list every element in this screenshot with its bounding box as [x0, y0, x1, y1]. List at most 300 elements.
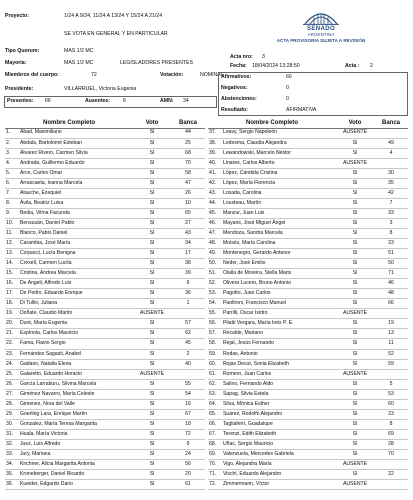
legislator-name: Neder, José Emilio: [222, 259, 336, 269]
abstenciones-label: Abstenciones:: [221, 96, 257, 102]
row-number: 25.: [5, 369, 19, 379]
seat-number: 11: [374, 339, 408, 349]
legislator-name: Moisés, María Carolina: [222, 239, 336, 249]
row-number: 72.: [208, 480, 222, 490]
table-row: [5, 450, 205, 460]
row-number: 14.: [5, 259, 19, 269]
vote-value: SI: [133, 470, 171, 480]
seat-number: 67: [171, 409, 205, 419]
row-number: 23.: [5, 349, 19, 359]
legislator-name: Gonzalez, María Teresa Margarita: [19, 419, 133, 429]
table-row: [5, 279, 205, 289]
senado-dome-icon: [301, 7, 341, 25]
vote-value: SI: [336, 249, 374, 259]
ausentes-value: 6: [123, 98, 126, 104]
table-row: [208, 429, 408, 439]
legislator-name: Abad, Maximiliano: [19, 128, 133, 138]
vote-value: SI: [336, 168, 374, 178]
row-number: 7.: [5, 188, 19, 198]
legislator-name: Tagliaferri, Guadalupe: [222, 419, 336, 429]
col-nombre: Nombre Completo: [5, 118, 133, 128]
vote-value: SI: [336, 399, 374, 409]
ausentes-label: Ausentes:: [85, 98, 111, 104]
legislator-name: Doñate, Claudio Martín: [19, 309, 133, 319]
table-row: [208, 239, 408, 249]
row-number: 17.: [5, 289, 19, 299]
afirmativos-label: Afirmativos:: [221, 74, 252, 80]
row-number: 26.: [5, 379, 19, 389]
legislator-name: Bedia, Vilma Facunda: [19, 208, 133, 218]
legislator-name: Silva, Mónica Esther: [222, 399, 336, 409]
seat-number: 49: [374, 138, 408, 148]
table-row: [5, 148, 205, 158]
vote-value: SI: [336, 299, 374, 309]
legislator-name: Atauche, Ezequiel: [19, 188, 133, 198]
legislator-name: Montenegro, Gerardo Antenor: [222, 249, 336, 259]
row-number: 5.: [5, 168, 19, 178]
row-number: 43.: [208, 188, 222, 198]
vote-value: SI: [133, 269, 171, 279]
row-number: 51.: [208, 269, 222, 279]
vote-value: SI: [133, 339, 171, 349]
mayoria-label: Mayoría:: [5, 60, 27, 66]
row-number: 18.: [5, 299, 19, 309]
legislator-name: Kroneberger, Daniel Ricardo: [19, 470, 133, 480]
seat-number: 65: [171, 208, 205, 218]
vote-value: SI: [133, 480, 171, 490]
row-number: 45.: [208, 208, 222, 218]
table-row: [5, 439, 205, 449]
seat-number: 3: [374, 218, 408, 228]
legislator-name: Goerling Lara, Enrique Martín: [19, 409, 133, 419]
tipo-quorum-value: MAS 1/2 MC: [64, 48, 94, 54]
seat-number: 52: [374, 349, 408, 359]
table-row: [208, 480, 408, 490]
table-row: [5, 309, 205, 319]
legislator-name: Suárez, Rodolfo Alejandro: [222, 409, 336, 419]
legislator-name: Recalde, Mariano: [222, 329, 336, 339]
seat-number: 35: [374, 178, 408, 188]
mayoria-value: MAS 1/2 MC: [64, 60, 94, 66]
table-row: [208, 249, 408, 259]
seat-number: [374, 128, 408, 138]
vote-value: SI: [133, 249, 171, 259]
row-number: 31.: [5, 429, 19, 439]
legisladores-presentes: LEGISLADORES PRESENTES: [120, 60, 193, 66]
legislator-name: Rejal, Jesús Fernando: [222, 339, 336, 349]
legislator-name: Álvarez Rivero, Carmen Silvia: [19, 148, 133, 158]
table-header-row: [208, 118, 408, 128]
vote-value: SI: [336, 419, 374, 429]
vote-value: SI: [336, 439, 374, 449]
legislator-name: Fama, Flavio Sergio: [19, 339, 133, 349]
table-row: [208, 379, 408, 389]
table-row: [208, 450, 408, 460]
row-number: 27.: [5, 389, 19, 399]
legislator-name: Espínola, Carlos Mauricio: [19, 329, 133, 339]
table-row: [5, 369, 205, 379]
vote-value: SI: [133, 198, 171, 208]
vote-value: SI: [133, 208, 171, 218]
seat-number: 40: [171, 359, 205, 369]
table-row: [5, 379, 205, 389]
vote-value: SI: [133, 128, 171, 138]
proyecto-value: 1/24 A 9/24, 11/24 A 13/24 Y 15/24 A 21/24: [64, 13, 163, 19]
table-row: [208, 309, 408, 319]
seat-number: 6: [171, 279, 205, 289]
row-number: 32.: [5, 439, 19, 449]
seat-number: 8: [374, 419, 408, 429]
legislator-name: Jury, Mariana: [19, 450, 133, 460]
seat-number: 45: [171, 339, 205, 349]
row-number: 69.: [208, 450, 222, 460]
legislator-name: Zimmermann, Víctor: [222, 480, 336, 490]
row-number: 19.: [5, 309, 19, 319]
legislator-name: Romero, Juan Carlos: [222, 369, 336, 379]
seat-number: 61: [171, 480, 205, 490]
vote-value: SI: [133, 188, 171, 198]
seat-number: 23: [374, 239, 408, 249]
table-row: [208, 470, 408, 480]
vote-value: SI: [133, 168, 171, 178]
seat-number: 60: [374, 399, 408, 409]
seat-number: 68: [171, 148, 205, 158]
negativos-value: 0: [286, 85, 289, 91]
vote-value: SI: [133, 158, 171, 168]
table-row: [5, 389, 205, 399]
table-row: [208, 460, 408, 470]
col-nombre: Nombre Completo: [208, 118, 336, 128]
table-row: [208, 228, 408, 238]
col-banca: Banca: [374, 118, 408, 128]
vote-value: SI: [336, 178, 374, 188]
table-row: [208, 389, 408, 399]
votes-table-right: [208, 118, 408, 490]
table-row: [5, 228, 205, 238]
seat-number: 51: [374, 249, 408, 259]
miembros-label: Miembros del cuerpo:: [5, 72, 59, 78]
table-row: [5, 168, 205, 178]
seat-number: 59: [374, 359, 408, 369]
seat-number: 26: [171, 188, 205, 198]
table-row: [208, 128, 408, 138]
legislator-name: Valenzuela, Mercedes Gabriela: [222, 450, 336, 460]
row-number: 39.: [208, 148, 222, 158]
row-number: 60.: [208, 359, 222, 369]
legislator-name: Uñac, Sergio Mauricio: [222, 439, 336, 449]
vote-value: SI: [336, 409, 374, 419]
seat-number: 57: [171, 319, 205, 329]
seat-number: [374, 480, 408, 490]
row-number: 56.: [208, 319, 222, 329]
table-row: [208, 269, 408, 279]
seat-number: 25: [171, 138, 205, 148]
vote-value: SI: [336, 279, 374, 289]
vote-value: SI: [336, 289, 374, 299]
vote-value: SI: [336, 228, 374, 238]
presidente-value: VILLARRUEL, Victoria Eugenia: [64, 86, 137, 92]
legislator-name: Linares, Carlos Alberto: [222, 158, 336, 168]
proyecto-label: Proyecto:: [5, 13, 29, 19]
table-row: [5, 359, 205, 369]
row-number: 16.: [5, 279, 19, 289]
seat-number: 38: [171, 259, 205, 269]
table-row: [208, 439, 408, 449]
row-number: 57.: [208, 329, 222, 339]
row-number: 37.: [208, 128, 222, 138]
row-number: 71.: [208, 470, 222, 480]
vote-value: SI: [336, 259, 374, 269]
vote-value: SI: [133, 389, 171, 399]
vote-value: SI: [133, 148, 171, 158]
row-number: 34.: [5, 460, 19, 470]
vote-value: SI: [336, 138, 374, 148]
legislator-name: De Angeli, Alfredo Luis: [19, 279, 133, 289]
miembros-value: 72: [91, 72, 97, 78]
acta-value: 2: [370, 63, 373, 69]
seat-number: 33: [374, 208, 408, 218]
vote-value: SI: [133, 279, 171, 289]
vote-value: SI: [336, 239, 374, 249]
seat-number: 36: [171, 289, 205, 299]
legislator-name: López, Cándida Cristina: [222, 168, 336, 178]
fecha-label: Fecha:: [230, 63, 247, 69]
table-row: [208, 148, 408, 158]
table-header-row: [5, 118, 205, 128]
seat-number: 23: [374, 409, 408, 419]
seat-number: 44: [171, 128, 205, 138]
vote-value: SI: [133, 239, 171, 249]
row-number: 38.: [208, 138, 222, 148]
row-number: 2.: [5, 138, 19, 148]
row-number: 15.: [5, 269, 19, 279]
seat-number: [171, 309, 205, 319]
row-number: 21.: [5, 329, 19, 339]
legislator-name: Cristina, Andrea Marcela: [19, 269, 133, 279]
presentes-value: 66: [45, 98, 51, 104]
seat-number: [374, 158, 408, 168]
amn-label: AMN:: [160, 98, 174, 104]
row-number: 22.: [5, 339, 19, 349]
table-row: [5, 460, 205, 470]
senado-logo: [262, 7, 380, 55]
descripcion-value: SE VOTA EN GENERAL Y EN PARTICULAR: [64, 31, 168, 37]
row-number: 70.: [208, 460, 222, 470]
acta-label: Acta :: [345, 63, 360, 69]
table-row: [5, 419, 205, 429]
vote-value: SI: [336, 339, 374, 349]
table-row: [208, 289, 408, 299]
legislator-name: García Larraburu, Silvina Marcela: [19, 379, 133, 389]
legislator-name: Kirchner, Alicia Margarita Antonia: [19, 460, 133, 470]
legislator-name: Duré, María Eugenia: [19, 319, 133, 329]
acta-nro-value: 3: [262, 54, 265, 60]
tipo-quorum-label: Tipo Quorum:: [5, 48, 40, 54]
row-number: 4.: [5, 158, 19, 168]
votacion-label: Votación:: [160, 72, 184, 78]
legislator-name: Arce, Carlos Omar: [19, 168, 133, 178]
seat-number: 28: [374, 439, 408, 449]
seat-number: 58: [171, 168, 205, 178]
seat-number: 27: [171, 218, 205, 228]
vote-value: SI: [133, 460, 171, 470]
legislator-name: Kueider, Edgardo Dario: [19, 480, 133, 490]
table-row: [5, 339, 205, 349]
seat-number: 5: [374, 379, 408, 389]
legislator-name: Paoltroni, Francisco Manuel: [222, 299, 336, 309]
legislator-name: Vigo, Alejandra María: [222, 460, 336, 470]
seat-number: 55: [171, 379, 205, 389]
table-row: [208, 168, 408, 178]
vote-value: SI: [133, 259, 171, 269]
row-number: 33.: [5, 450, 19, 460]
legislator-name: Vischi, Eduardo Alejandro: [222, 470, 336, 480]
seat-number: 48: [374, 289, 408, 299]
table-row: [5, 289, 205, 299]
legislator-name: Ávila, Beatriz Luisa: [19, 198, 133, 208]
legislator-name: Olalla de Moreira, Stella Maris: [222, 269, 336, 279]
seat-number: 24: [171, 450, 205, 460]
seat-number: 1: [171, 299, 205, 309]
seat-number: 56: [171, 460, 205, 470]
seat-number: 10: [171, 198, 205, 208]
row-number: 3.: [5, 148, 19, 158]
negativos-label: Negativos:: [221, 85, 248, 91]
seat-number: 39: [171, 269, 205, 279]
table-row: [208, 299, 408, 309]
table-row: [208, 359, 408, 369]
vote-value: SI: [133, 299, 171, 309]
table-row: [5, 470, 205, 480]
legislator-name: Abdala, Bartolomé Esteban: [19, 138, 133, 148]
vote-value: SI: [133, 429, 171, 439]
vote-value: SI: [336, 379, 374, 389]
legislator-name: Terenzi, Edith Elizabeth: [222, 429, 336, 439]
table-row: [5, 429, 205, 439]
vote-value: AUSENTE: [133, 309, 171, 319]
legislator-name: Corpacci, Lucía Benigna: [19, 249, 133, 259]
legislator-name: Giménez Navarro, María Celeste: [19, 389, 133, 399]
table-row: [5, 269, 205, 279]
table-row: [208, 259, 408, 269]
row-number: 1.: [5, 128, 19, 138]
table-row: [5, 128, 205, 138]
table-row: [208, 158, 408, 168]
table-row: [208, 419, 408, 429]
row-number: 6.: [5, 178, 19, 188]
vote-value: SI: [133, 138, 171, 148]
table-row: [208, 178, 408, 188]
row-number: 12.: [5, 239, 19, 249]
table-row: [208, 208, 408, 218]
legislator-name: Pilatti Vergara, María Inés P. E.: [222, 319, 336, 329]
table-row: [5, 178, 205, 188]
table-row: [5, 349, 205, 359]
fecha-value: 18/04/2024 13:28:50: [252, 63, 300, 69]
vote-value: SI: [336, 450, 374, 460]
vote-value: SI: [336, 359, 374, 369]
seat-number: 47: [171, 178, 205, 188]
table-row: [5, 239, 205, 249]
seat-number: 46: [374, 279, 408, 289]
legislator-name: Crexell, Carmen Lucila: [19, 259, 133, 269]
legislator-name: Parrilli, Oscar Isidro: [222, 309, 336, 319]
table-row: [208, 279, 408, 289]
row-number: 49.: [208, 249, 222, 259]
table-row: [208, 198, 408, 208]
amn-value: 34: [183, 98, 189, 104]
seat-number: 62: [171, 329, 205, 339]
vote-value: SI: [336, 329, 374, 339]
seat-number: 50: [374, 259, 408, 269]
row-number: 30.: [5, 419, 19, 429]
table-row: [208, 399, 408, 409]
legislator-name: Gimenez, Nora del Valle: [19, 399, 133, 409]
col-voto: Voto: [336, 118, 374, 128]
table-row: [5, 319, 205, 329]
vote-value: SI: [133, 178, 171, 188]
legislator-name: Losada, Carolina: [222, 188, 336, 198]
table-row: [5, 218, 205, 228]
seat-number: 20: [171, 470, 205, 480]
table-row: [5, 158, 205, 168]
seat-number: 13: [374, 329, 408, 339]
row-number: 42.: [208, 178, 222, 188]
legislator-name: De Pedro, Eduardo Enrique: [19, 289, 133, 299]
row-number: 53.: [208, 289, 222, 299]
table-row: [5, 188, 205, 198]
vote-value: SI: [133, 379, 171, 389]
seat-number: [374, 460, 408, 470]
seat-number: 19: [374, 319, 408, 329]
legislator-name: Fernández Sagasti, Anabel: [19, 349, 133, 359]
presidente-label: Presidente:: [5, 86, 34, 92]
legislator-name: Andrada, Guillermo Eduardo: [19, 158, 133, 168]
seat-number: [374, 309, 408, 319]
seat-number: 4: [374, 148, 408, 158]
row-number: 48.: [208, 239, 222, 249]
seat-number: 16: [171, 399, 205, 409]
seat-number: [374, 369, 408, 379]
row-number: 64.: [208, 399, 222, 409]
row-number: 54.: [208, 299, 222, 309]
legislator-name: Salino, Fernando Aldo: [222, 379, 336, 389]
vote-value: AUSENTE: [336, 128, 374, 138]
table-row: [208, 319, 408, 329]
table-row: [208, 409, 408, 419]
row-number: 41.: [208, 168, 222, 178]
logo-argentina: ARGENTINA: [307, 32, 335, 37]
seat-number: 18: [171, 419, 205, 429]
legislator-name: López, María Florencia: [222, 178, 336, 188]
votes-table-left: [5, 118, 205, 490]
row-number: 67.: [208, 429, 222, 439]
vote-value: SI: [336, 218, 374, 228]
row-number: 65.: [208, 409, 222, 419]
legislator-name: Leavy, Sergio Napoleón: [222, 128, 336, 138]
seat-number: 7: [374, 198, 408, 208]
vote-value: SI: [336, 148, 374, 158]
vote-value: SI: [133, 419, 171, 429]
row-number: 50.: [208, 259, 222, 269]
legislator-name: Sapag, Silvia Estela: [222, 389, 336, 399]
vote-value: SI: [336, 349, 374, 359]
legislator-name: Huala, María Victoria: [19, 429, 133, 439]
row-number: 46.: [208, 218, 222, 228]
seat-number: 71: [374, 269, 408, 279]
seat-number: 22: [374, 470, 408, 480]
seat-number: [171, 369, 205, 379]
